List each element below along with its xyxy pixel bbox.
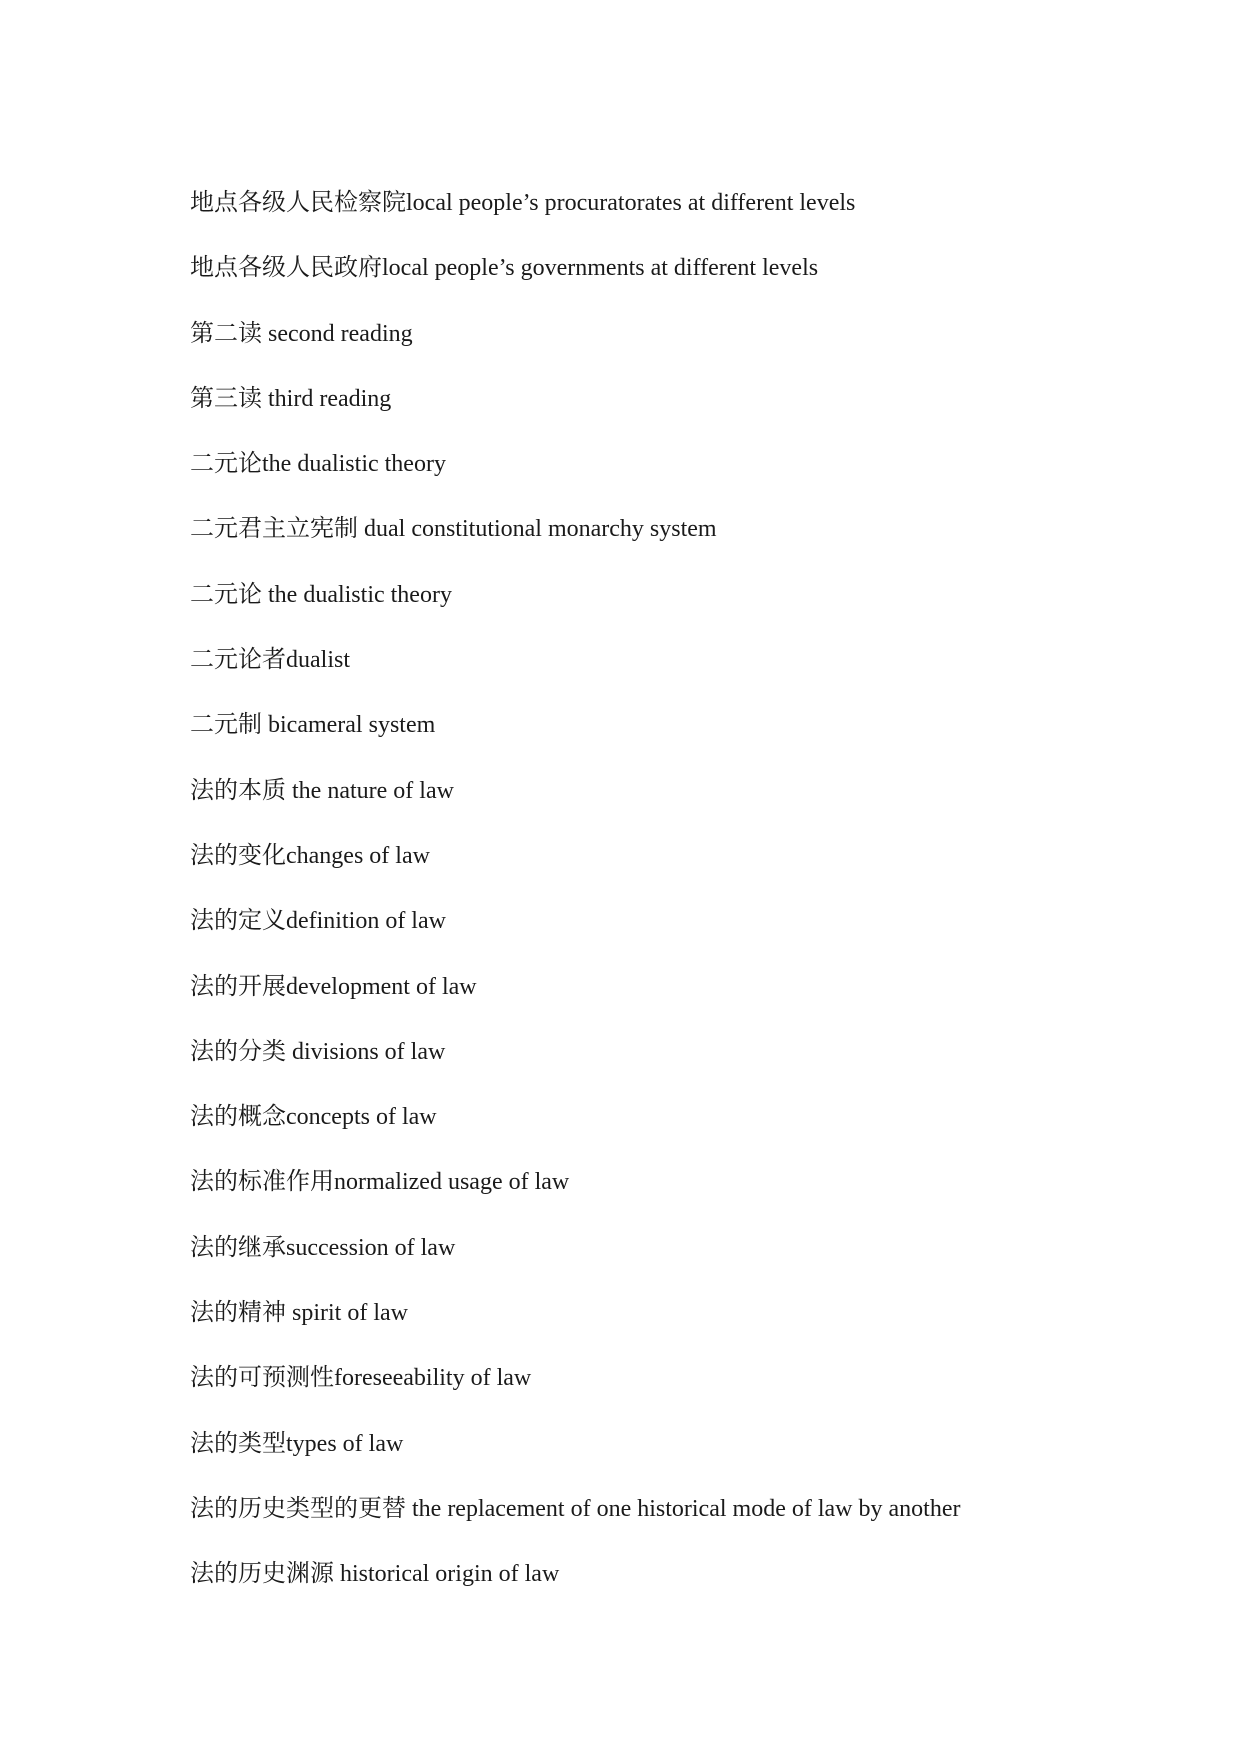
glossary-entry: 法的概念concepts of law [190, 1104, 437, 1131]
glossary-entry: 二元君主立宪制 dual constitutional monarchy system [190, 516, 717, 543]
glossary-entry: 二元论者dualist [190, 647, 350, 674]
glossary-entry: 法的历史渊源 historical origin of law [190, 1561, 560, 1588]
glossary-entry: 法的变化changes of law [190, 842, 430, 869]
glossary-entry: 法的历史类型的更替 the replacement of one historical mode of law by another [190, 1495, 961, 1522]
glossary-entry: 法的标准作用normalized usage of law [190, 1169, 570, 1196]
glossary-entry: 法的本质 the nature of law [190, 777, 454, 804]
glossary-entry: 法的类型types of law [190, 1430, 404, 1457]
glossary-entry: 法的开展development of law [190, 973, 477, 1000]
glossary-entry: 第三读 third reading [190, 385, 392, 412]
glossary-entry: 法的精神 spirit of law [190, 1300, 408, 1327]
glossary-list [190, 183, 1190, 1620]
glossary-entry: 地点各级人民政府local people’s governments at different levels [190, 255, 819, 282]
glossary-entry: 二元论the dualistic theory [190, 451, 446, 478]
glossary-entry: 法的继承succession of law [190, 1234, 456, 1261]
glossary-entry: 第二读 second reading [190, 320, 413, 347]
glossary-entry: 法的可预测性foreseeability of law [190, 1365, 532, 1392]
glossary-entry: 法的分类 divisions of law [190, 1038, 446, 1065]
glossary-entry: 二元论 the dualistic theory [190, 581, 452, 608]
glossary-entry: 地点各级人民检察院local people’s procuratorates at different levels [190, 190, 856, 216]
glossary-entry: 法的定义definition of law [190, 908, 446, 935]
glossary-entry: 二元制 bicameral system [190, 712, 436, 739]
